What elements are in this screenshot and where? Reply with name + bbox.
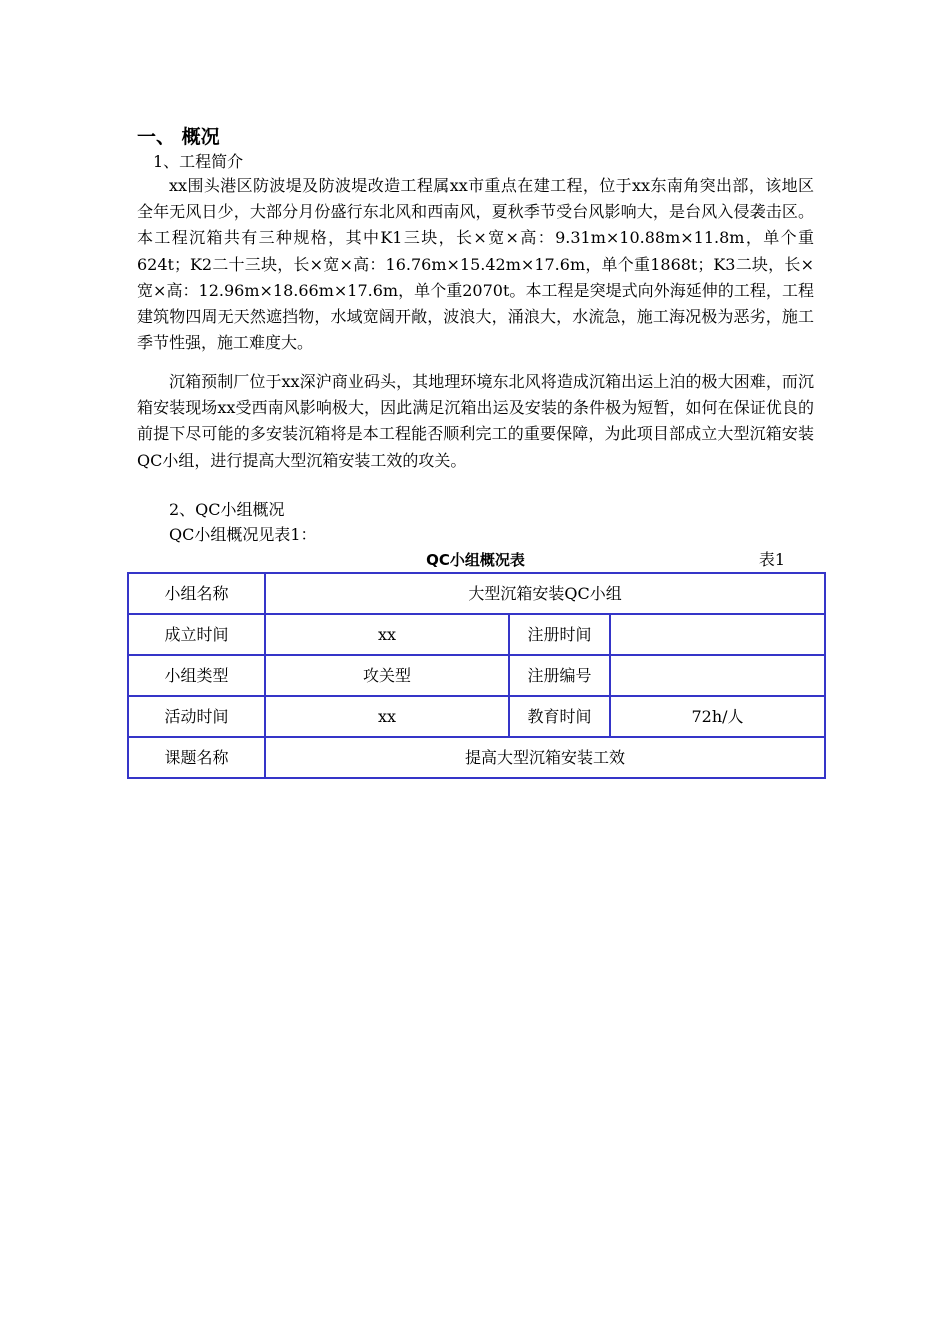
subsection-heading-project-intro: 1、工程简介 [153,152,244,171]
cell-label-founded: 成立时间 [128,614,265,655]
cell-value-education-time: 72h/人 [610,696,825,737]
cell-value-registration-number [610,655,825,696]
cell-value-topic: 提高大型沉箱安装工效 [265,737,825,778]
cell-value-founded: xx [265,614,509,655]
table-row [128,737,825,778]
qc-group-table [127,572,826,779]
cell-label-education-time: 教育时间 [509,696,610,737]
paragraph-caisson-plant: 沉箱预制厂位于xx深沪商业码头，其地理环境东北风将造成沉箱出运上泊的极大困难，而沉箱安装现场xx受西南风影响极大，因此满足沉箱出运及安装的条件极为短暂，如何在保证优良的前提下尽可能的多安装沉箱将是本工程能否顺利完工的重要保障，为此项目部成立大型沉箱安装QC小组，进行提高大型沉箱安装工效的攻关。 [137,372,814,470]
table-intro-text: QC小组概况见表1： [169,525,317,544]
cell-value-registration-time [610,614,825,655]
table-row [128,614,825,655]
cell-label-activity-time: 活动时间 [128,696,265,737]
cell-value-group-name: 大型沉箱安装QC小组 [265,573,825,614]
cell-value-activity-time: xx [265,696,509,737]
cell-label-registration-time: 注册时间 [509,614,610,655]
section-heading: 一、 概况 [137,126,220,148]
table-row [128,573,825,614]
table-row [128,655,825,696]
cell-label-registration-number: 注册编号 [509,655,610,696]
table-title: QC小组概况表 [426,551,525,569]
table-number: 表1 [758,550,785,569]
cell-label-topic: 课题名称 [128,737,265,778]
table-row [128,696,825,737]
cell-label-group-type: 小组类型 [128,655,265,696]
cell-value-group-type: 攻关型 [265,655,509,696]
subsection-heading-qc-group: 2、QC小组概况 [169,500,285,519]
table-caption [128,548,823,572]
paragraph-project-intro: xx围头港区防波堤及防波堤改造工程属xx市重点在建工程，位于xx东南角突出部，该地区全年无风日少，大部分月份盛行东北风和西南风，夏秋季节受台风影响大，是台风入侵袭击区。本工程沉箱共有三种规格，其中K1三块，长×宽×高：9.31m×10.88m×11.8m，单个重624t；K2二十三块，长×宽×高：16.76m×15.42m×17.6m，单个重1868t；K3二块，长×宽×高：12.96m×18.66m×17.6m，单个重2070t。本工程是突堤式向外海延伸的工程，工程建筑物四周无天然遮挡物，水域宽阔开敞，波浪大，涌浪大，水流急，施工海况极为恶劣，施工季节性强，施工难度大。 [137,176,814,353]
cell-label-group-name: 小组名称 [128,573,265,614]
